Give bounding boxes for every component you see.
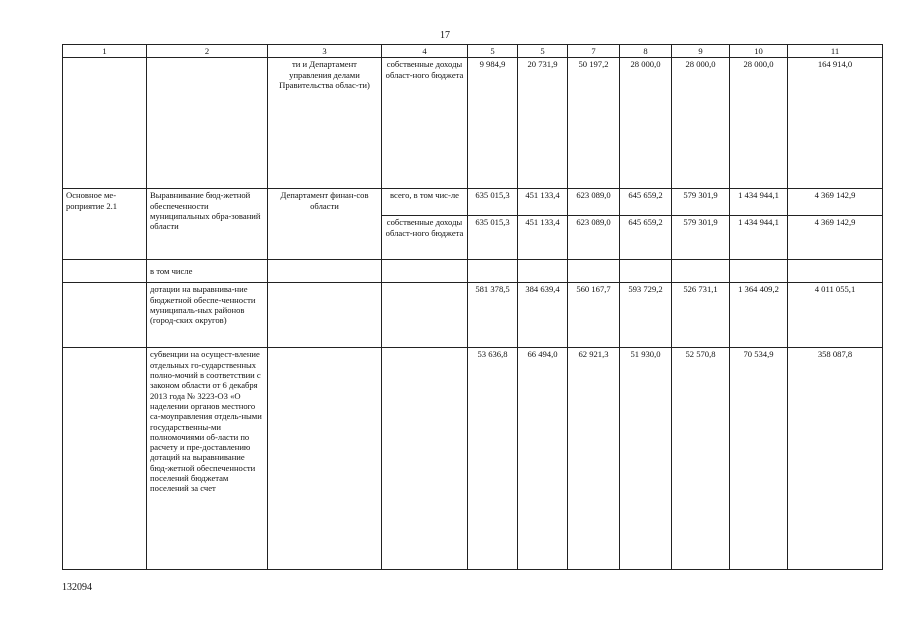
table-cell	[63, 348, 147, 570]
value-cell: 635 015,3	[468, 189, 518, 216]
value-cell: 9 984,9	[468, 58, 518, 189]
table-cell	[382, 283, 468, 348]
value-cell: 623 089,0	[568, 216, 620, 260]
table-cell	[63, 260, 147, 283]
value-cell: 28 000,0	[620, 58, 672, 189]
col-header: 2	[147, 45, 268, 58]
value-cell: 4 369 142,9	[788, 189, 883, 216]
table-cell	[518, 260, 568, 283]
value-cell: 579 301,9	[672, 216, 730, 260]
value-cell: 384 639,4	[518, 283, 568, 348]
table-row	[63, 283, 883, 348]
value-cell: 53 636,8	[468, 348, 518, 570]
table-cell	[268, 348, 382, 570]
value-cell: 560 167,7	[568, 283, 620, 348]
name-cell: дотации на выравнива-ние бюджетной обеспе-ченности муниципаль-ных районов (город-ских округов)	[147, 283, 268, 348]
col-header: 7	[568, 45, 620, 58]
table-cell	[382, 260, 468, 283]
col-header: 5	[518, 45, 568, 58]
value-cell: 50 197,2	[568, 58, 620, 189]
col-header: 11	[788, 45, 883, 58]
value-cell: 52 570,8	[672, 348, 730, 570]
page-number: 17	[440, 30, 450, 41]
table-row	[63, 260, 883, 283]
value-cell: 1 364 409,2	[730, 283, 788, 348]
value-cell: 358 087,8	[788, 348, 883, 570]
table-cell	[268, 260, 382, 283]
col-header: 9	[672, 45, 730, 58]
name-cell: субвенции на осущест-вление отдельных го-сударственных полно-мочий в соответствии с законом области от 6 декабря 2013 года № 3223-ОЗ «О наделении органов местного са-моуправления отдель-ными государственны-ми полномочиями об-ласти по расчету и пре-доставлению дотаций на выравнивание бюд-жетной обеспеченности поселений бюджетам поселений за счет	[147, 348, 268, 570]
table-row	[63, 58, 883, 189]
value-cell: 593 729,2	[620, 283, 672, 348]
executor-cell: ти и Департамент управления делами Правительства облас-ти)	[268, 58, 382, 189]
value-cell: 20 731,9	[518, 58, 568, 189]
value-cell: 1 434 944,1	[730, 189, 788, 216]
value-cell: 4 011 055,1	[788, 283, 883, 348]
source-cell: всего, в том чис-ле	[382, 189, 468, 216]
col-header: 1	[63, 45, 147, 58]
col-header: 8	[620, 45, 672, 58]
source-cell: собственные доходы област-ного бюджета	[382, 216, 468, 260]
value-cell: 623 089,0	[568, 189, 620, 216]
value-cell: 28 000,0	[672, 58, 730, 189]
col-header: 10	[730, 45, 788, 58]
value-cell: 526 731,1	[672, 283, 730, 348]
value-cell: 451 133,4	[518, 216, 568, 260]
table-cell	[382, 348, 468, 570]
value-cell: 645 659,2	[620, 189, 672, 216]
header-row	[63, 45, 883, 58]
value-cell: 62 921,3	[568, 348, 620, 570]
table-cell	[788, 260, 883, 283]
value-cell: 645 659,2	[620, 216, 672, 260]
table-cell	[268, 283, 382, 348]
value-cell: 451 133,4	[518, 189, 568, 216]
table-cell	[568, 260, 620, 283]
value-cell: 1 434 944,1	[730, 216, 788, 260]
executor-cell: Департамент финан-сов области	[268, 189, 382, 260]
value-cell: 635 015,3	[468, 216, 518, 260]
document-code: 132094	[62, 582, 92, 593]
value-cell: 66 494,0	[518, 348, 568, 570]
table-cell	[730, 260, 788, 283]
table-cell	[468, 260, 518, 283]
including-label: в том числе	[147, 260, 268, 283]
table-row	[63, 189, 883, 216]
table-cell	[672, 260, 730, 283]
name-cell: Выравнивание бюд-жетной обеспеченности муниципальных обра-зований области	[147, 189, 268, 260]
source-cell: собственные доходы област-ного бюджета	[382, 58, 468, 189]
col-header: 3	[268, 45, 382, 58]
budget-table	[62, 44, 883, 570]
table-cell	[63, 283, 147, 348]
col-header: 4	[382, 45, 468, 58]
value-cell: 51 930,0	[620, 348, 672, 570]
value-cell: 28 000,0	[730, 58, 788, 189]
value-cell: 4 369 142,9	[788, 216, 883, 260]
activity-cell: Основное ме-роприятие 2.1	[63, 189, 147, 260]
table-cell	[63, 58, 147, 189]
value-cell: 70 534,9	[730, 348, 788, 570]
value-cell: 164 914,0	[788, 58, 883, 189]
table-cell	[620, 260, 672, 283]
col-header: 5	[468, 45, 518, 58]
table-cell	[147, 58, 268, 189]
value-cell: 579 301,9	[672, 189, 730, 216]
table-row	[63, 348, 883, 570]
value-cell: 581 378,5	[468, 283, 518, 348]
